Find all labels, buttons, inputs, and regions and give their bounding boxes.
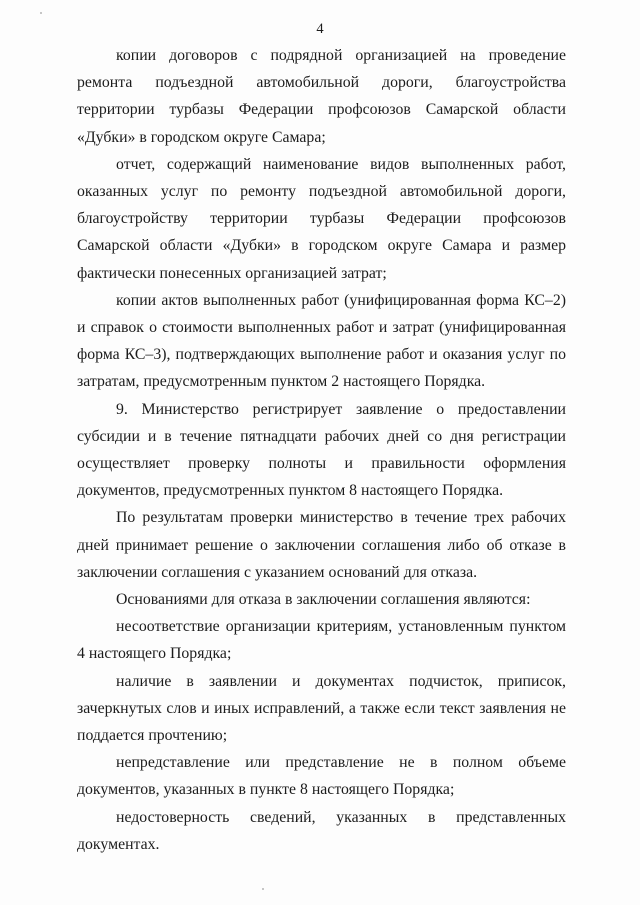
page-number: 4 (316, 21, 324, 37)
document-body (77, 42, 566, 858)
paragraph-decision: По результатам проверки министерство в течение трех рабочих дней принимает решение о заключении соглашения либо об отказе в заключении соглашения с указанием оснований для отказа. (77, 509, 566, 581)
paragraph-ground-corrections: наличие в заявлении и документах подчисток, приписок, зачеркнутых слов и иных исправлений, а также если текст заявления не поддается прочтению; (77, 672, 566, 745)
paragraph-contract-copies: копии договоров с подрядной организацией на проведение ремонта подъездной автомобильной дороги, благоустройства территории турбазы Федерации профсоюзов Самарской области «Дубки» в городском округе Самара; (77, 47, 566, 146)
paragraph-refusal-grounds: Основаниями для отказа в заключении соглашения являются: (116, 591, 531, 609)
paragraph-ground-unreliable: недостоверность сведений, указанных в представленных документах. (77, 808, 566, 853)
scan-speck (262, 888, 264, 890)
paragraph-item-9: 9. Министерство регистрирует заявление о предоставлении субсидии и в течение пятнадцати рабочих дней со дня регистрации осуществляет проверку полноты и правильности оформления документов, предусмотренных пунктом 8 настоящего Порядка. (77, 400, 566, 500)
scan-speck (40, 12, 42, 14)
paragraph-ground-incomplete: непредставление или представление не в полном объеме документов, указанных в пункте 8 настоящего Порядка; (77, 754, 566, 799)
paragraph-report: отчет, содержащий наименование видов выполненных работ, оказанных услуг по ремонту подъездной автомобильной дороги, благоустройству территории турбазы Федерации профсоюзов Самарской области «Дубки» в городском округе Самара и размер фактически понесенных организацией затрат; (77, 155, 566, 282)
paragraph-ground-criteria: несоответствие организации критериям, установленным пунктом 4 настоящего Порядка; (77, 618, 566, 663)
paragraph-acts-copies: копии актов выполненных работ (унифицированная форма КС–2) и справок о стоимости выполненных работ и затрат (унифицированная форма КС–3), подтверждающих выполнение работ и оказания услуг по затратам, предусмотренным пунктом 2 настоящего Порядка. (77, 291, 566, 391)
